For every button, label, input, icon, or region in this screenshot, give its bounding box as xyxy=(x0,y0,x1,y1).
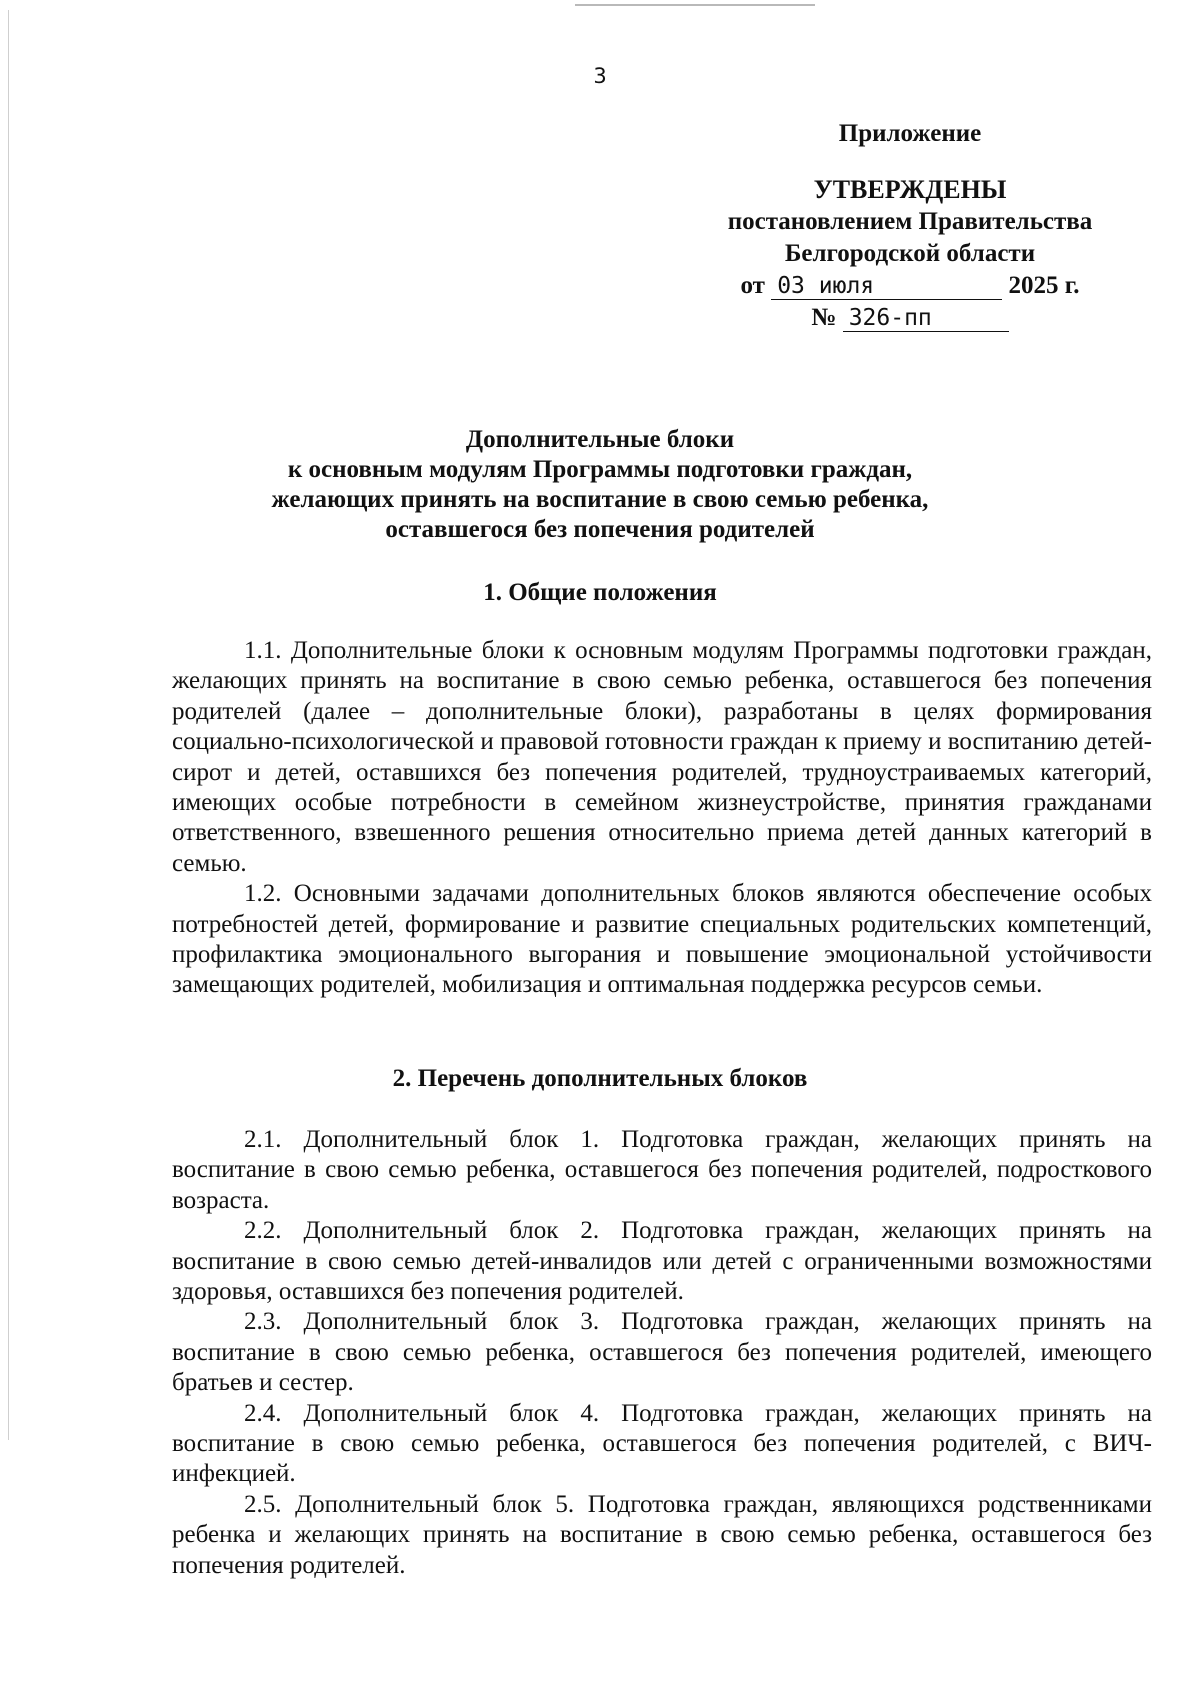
approval-block xyxy=(700,118,1120,334)
paragraph-2-2: 2.2. Дополнительный блок 2. Подготовка граждан, желающих принять на воспитание в свою семью детей-инвалидов или детей с ограниченными возможностями здоровья, оставшихся без попечения родителей. xyxy=(172,1217,1152,1306)
document-title xyxy=(160,425,1040,545)
paragraph-2-3: 2.3. Дополнительный блок 3. Подготовка граждан, желающих принять на воспитание в свою семью ребенка, оставшегося без попечения родителей, имеющего братьев и сестер. xyxy=(172,1308,1152,1397)
scan-artifact-edge xyxy=(8,10,9,1440)
date-value: 03 июля xyxy=(771,273,1002,300)
approval-line-2: Белгородской области xyxy=(784,240,1036,267)
approval-number-line xyxy=(700,302,1120,334)
title-line-1: Дополнительные блоки xyxy=(465,426,735,453)
section-1-body xyxy=(172,636,1152,1001)
paragraph-2-4: 2.4. Дополнительный блок 4. Подготовка граждан, желающих принять на воспитание в свою семью ребенка, оставшегося без попечения родителей, с ВИЧ-инфекцией. xyxy=(172,1399,1152,1488)
date-prefix: от xyxy=(740,272,765,299)
paragraph-2-1: 2.1. Дополнительный блок 1. Подготовка граждан, желающих принять на воспитание в свою семью ребенка, оставшегося без попечения родителей, подросткового возраста. xyxy=(172,1126,1152,1214)
section-2-heading: 2. Перечень дополнительных блоков xyxy=(392,1065,808,1092)
page-number: 3 xyxy=(593,64,607,88)
paragraph-1-2: 1.2. Основными задачами дополнительных блоков являются обеспечение особых потребностей детей, формирование и развитие специальных родительских компетенций, профилактика эмоционального выгорания и повышение эмоциональной устойчивости замещающих родителей, мобилизация и оптимальная поддержка ресурсов семьи. xyxy=(172,880,1152,999)
title-line-3: желающих принять на воспитание в свою семью ребенка, xyxy=(271,486,929,513)
paragraph-1-1: 1.1. Дополнительные блоки к основным модулям Программы подготовки граждан, желающих принять на воспитание в свою семью ребенка, оставшегося без попечения родителей (далее – дополнительные блоки), разработаны в целях формирования социально-психологической и правовой готовности граждан к приему и воспитанию детей-сирот и детей, оставшихся без попечения родителей, трудноустраиваемых категорий, имеющих особые потребности в семейном жизнеустройстве, принятия гражданами ответственного, взвешенного решения относительно приема детей данных категорий в семью. xyxy=(172,637,1152,877)
scan-artifact-line xyxy=(575,4,815,6)
title-line-2: к основным модулям Программы подготовки граждан, xyxy=(287,456,913,483)
approved-heading: УТВЕРЖДЕНЫ xyxy=(813,175,1007,204)
date-suffix: 2025 г. xyxy=(1008,272,1080,299)
number-value: 326-пп xyxy=(843,305,1009,332)
paragraph-2-5: 2.5. Дополнительный блок 5. Подготовка граждан, являющихся родственниками ребенка и желающих принять на воспитание в свою семью ребенка, оставшегося без попечения родителей. xyxy=(172,1490,1152,1579)
approval-line-1: постановлением Правительства xyxy=(727,208,1093,235)
title-line-4: оставшегося без попечения родителей xyxy=(385,516,815,543)
number-prefix: № xyxy=(811,304,837,331)
section-2-body xyxy=(172,1125,1152,1581)
section-1-heading: 1. Общие положения xyxy=(483,579,717,606)
approval-date-line xyxy=(700,270,1120,302)
attachment-label: Приложение xyxy=(838,120,982,147)
